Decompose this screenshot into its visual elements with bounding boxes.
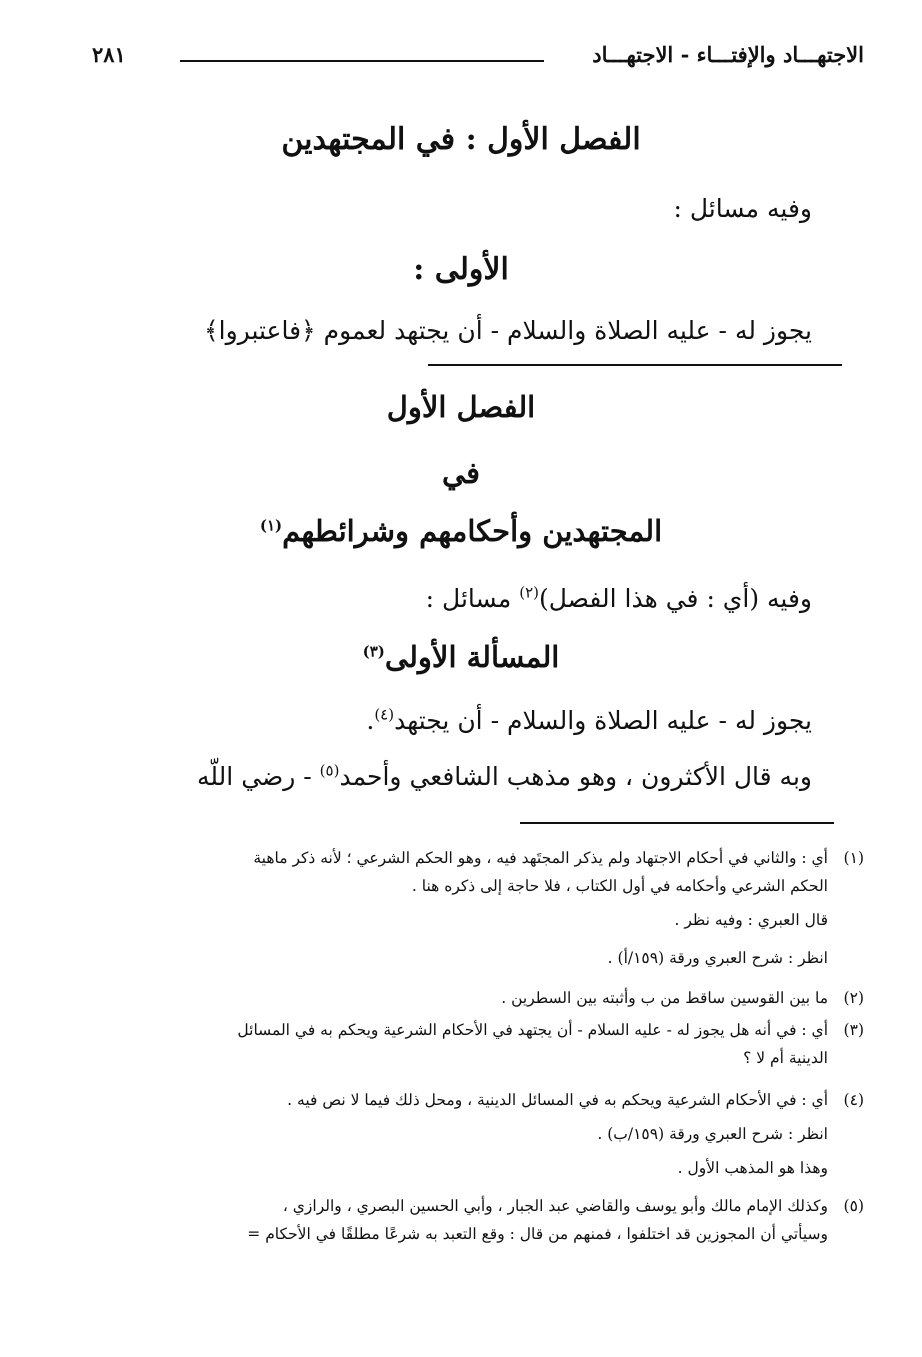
body-text: وبه قال الأكثرون ، وهو مذهب الشافعي وأحمد [339,762,812,791]
footnote-number: (٤) [843,1091,864,1109]
footnote-number: (٢) [843,989,864,1007]
footnote-separator-rule [520,822,834,824]
running-header [92,42,864,78]
issue-heading-text: المسألة الأولى [384,640,560,674]
matn-intro: وفيه مسائل : [673,194,812,223]
body-text-end: - رضي اللّه [197,762,320,791]
sharh-issue-heading [0,640,922,674]
footnote-line: قال العبري : وفيه نظر . [674,911,828,929]
matn-chapter-title: الفصل الأول : في المجتهدين [281,122,641,157]
sharh-title-line1: الفصل الأول [386,390,536,424]
issue-text-end: . [366,706,375,735]
footnote-number: (٣) [843,1021,864,1039]
footnote-line: أي : والثاني في أحكام الاجتهاد ولم يذكر المجتَهد فيه ، وهو الحكم الشرعي ؛ لأنه ذكر ماهية [253,849,828,867]
issue-text: يجوز له - عليه الصلاة والسلام - أن يجتهد [394,706,812,735]
sharh-issue-text [366,706,812,735]
footnote-line: أي : في أنه هل يجوز له - عليه السلام - أن يجتهد في الأحكام الشرعية ويحكم به في المسائل [237,1021,828,1039]
footnote-ref-5: (٥) [319,761,340,780]
footnote-number: (١) [843,849,864,867]
footnote-ref-2: (٢) [519,583,539,602]
sharh-intro-text: وفيه (أي : في هذا الفصل) [538,584,812,613]
page-number: ٢٨١ [92,42,126,67]
footnote-ref-4: (٤) [374,705,395,724]
sharh-title-line3 [0,514,922,548]
footnote-line: ما بين القوسين ساقط من ب وأثبته بين السطرين . [501,989,828,1007]
sharh-title-text: المجتهدين وأحكامهم وشرائطهم [282,514,663,548]
footnote-line: انظر : شرح العبري ورقة (١٥٩/ب) . [597,1125,828,1143]
running-title: الاجتهـــاد والإفتـــاء - الاجتهـــاد [592,42,864,67]
footnote-line: الدينية أم لا ؟ [743,1049,828,1067]
footnote-line: وهذا هو المذهب الأول . [677,1159,828,1177]
sharh-intro-end: مسائل : [425,584,520,613]
footnote-line: أي : في الأحكام الشرعية ويحكم به في المسائل الدينية ، ومحل ذلك فيما لا نص فيه . [287,1091,828,1109]
sharh-intro [426,584,812,613]
footnote-ref-3: (٣) [362,642,385,661]
sharh-body-text [197,762,812,791]
sharh-title-line2: في [441,456,481,490]
footnote-line: وسيأتي أن المجوزين قد اختلفوا ، فمنهم من قال : وقع التعبد به شرعًا مطلقًا في الأحكام = [247,1225,828,1243]
footnote-line: الحكم الشرعي وأحكامه في أول الكتاب ، فلا حاجة إلى ذكره هنا . [411,877,828,895]
header-rule [180,60,544,62]
matn-first-text: يجوز له - عليه الصلاة والسلام - أن يجتهد لعموم ﴿فاعتبروا﴾ [204,316,812,345]
matn-first-heading: الأولى : [413,252,509,287]
footnote-number: (٥) [843,1197,864,1215]
matn-separator-rule [428,364,842,366]
footnote-ref-1: (١) [259,516,283,535]
footnote-line: وكذلك الإمام مالك وأبو يوسف والقاضي عبد الجبار ، وأبي الحسين البصري ، والرازي ، [282,1197,828,1215]
footnote-line: انظر : شرح العبري ورقة (١٥٩/أ) . [607,949,828,967]
